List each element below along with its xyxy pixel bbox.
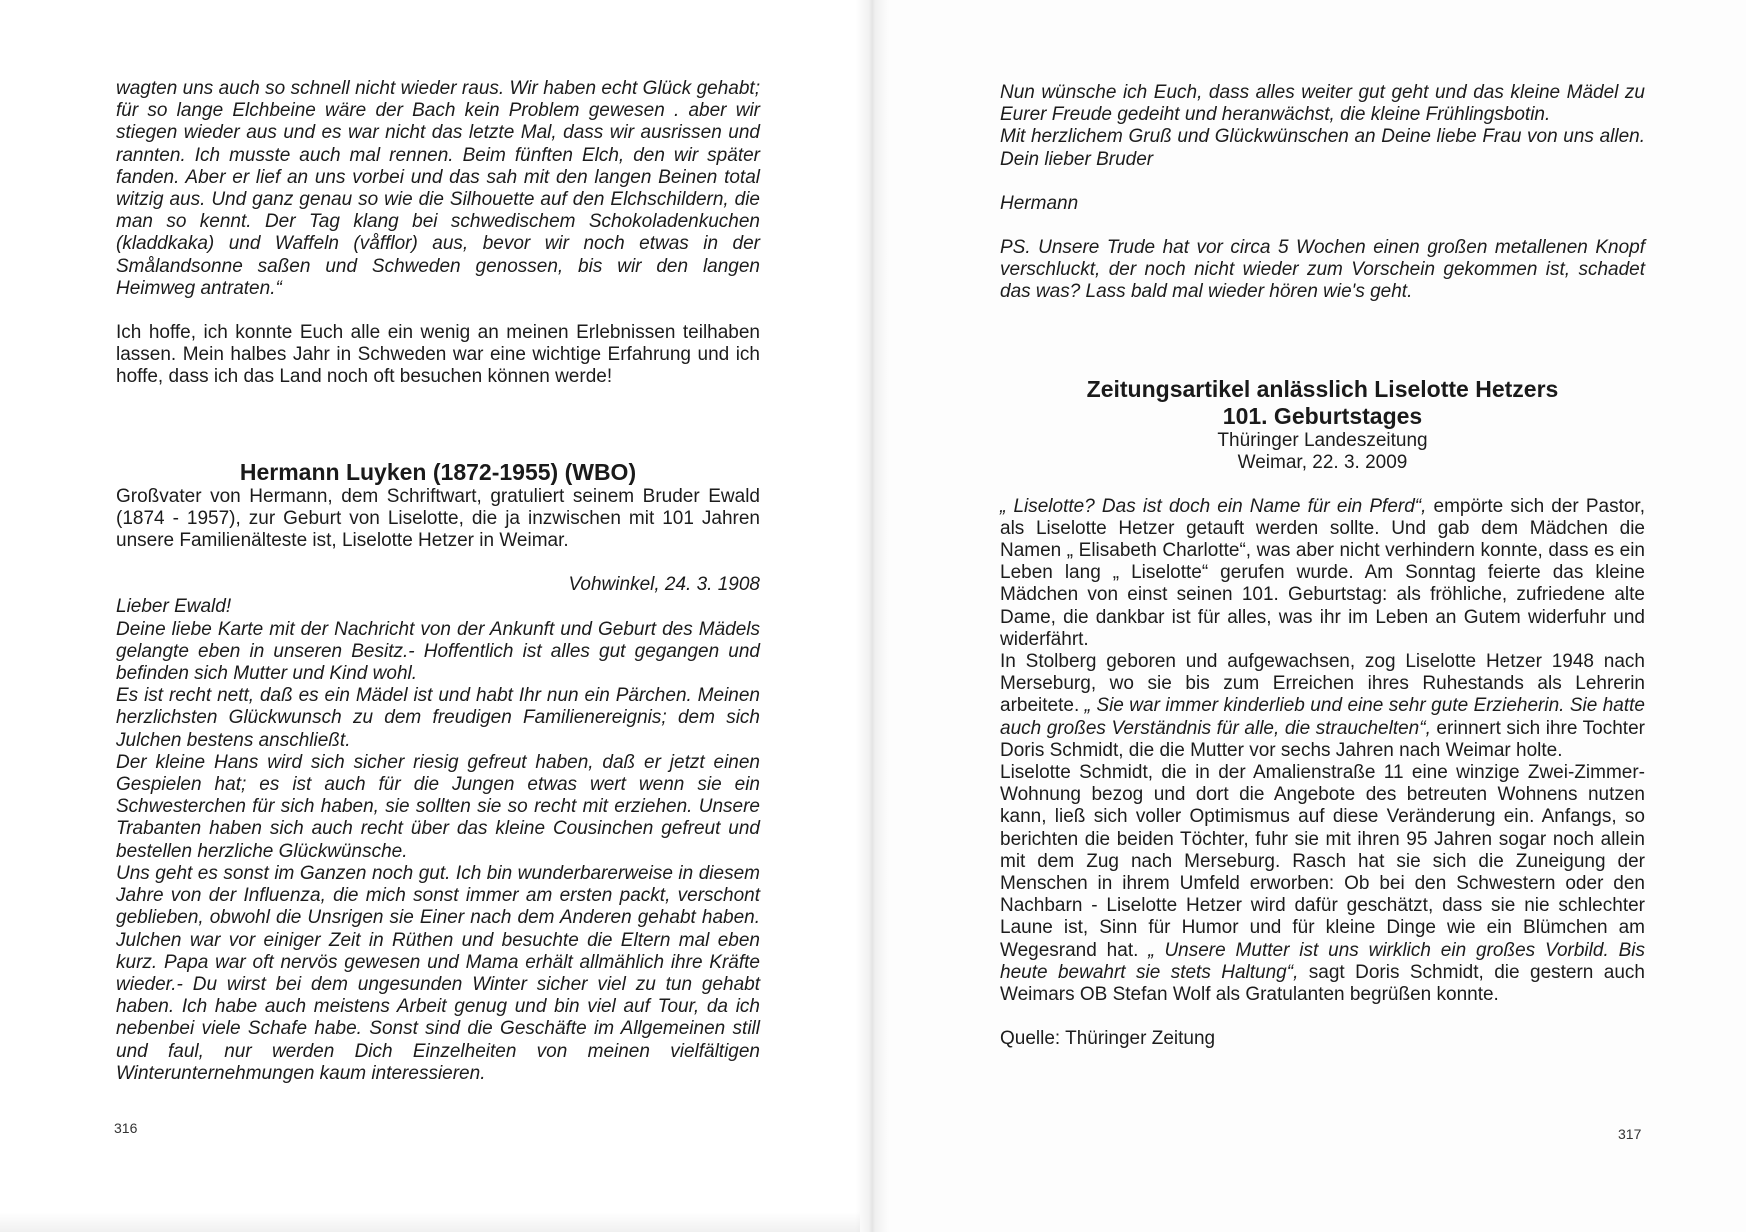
article-dateline: Weimar, 22. 3. 2009 <box>1237 451 1408 473</box>
book-gutter <box>855 0 889 1232</box>
article-text: erinnert sich ihre Tochter Doris Schmidt, die die Mutter vor sechs Jahren nach Weimar holte. <box>1000 717 1645 761</box>
newspaper-name: Thüringer Landeszeitung <box>1217 429 1428 451</box>
section-intro: Großvater von Hermann, dem Schriftwart, gratuliert seinem Bruder Ewald (1874 - 1957), zur Geburt von Liselotte, die ja inzwischen mit 101 Jahren unsere Familienälteste ist, Liselotte Hetzer in Weimar. <box>116 485 760 552</box>
article-paragraph <box>1000 762 1645 1006</box>
letter-place-date: Vohwinkel, 24. 3. 1908 <box>568 574 760 596</box>
closing-paragraph: Ich hoffe, ich konnte Euch alle ein wenig an meinen Erlebnissen teilhaben lassen. Mein halbes Jahr in Schweden war eine wichtige Erfahrung und ich hoffe, dass ich das Land noch oft besuchen können werde! <box>116 322 760 388</box>
letter-end-paragraph: wagten uns auch so schnell nicht wieder raus. Wir haben echt Glück gehabt; für so lange Elchbeine wäre der Bach kein Problem gewesen . aber wir stiegen wieder aus und es war nicht das letzte Mal, dass wir ausrissen und rannten. Ich musste auch mal rennen. Beim fünften Elch, den wir später fanden. Aber er lief an uns vorbei und das sah mit den langen Beinen total witzig aus. Und ganz genau so wie die Silhouette auf den Elchschildern, die man so kennt. Der Tag klang bei schwedischem Schokoladenkuchen (kladdkaka) und Waffeln (våfflor) aus, bevor wir noch etwas in der Smålandsonne saßen und Schweden genossen, bis wir den langen Heimweg antraten.“ <box>116 78 760 299</box>
article-text: Liselotte Schmidt, die in der Amalienstraße 11 eine winzige Zwei-Zimmer-Wohnung bezog und dort die Angebote des betreuten Wohnens nutzen kann, ließ sich voller Optimismus auf diese Veränderung ein. Anfangs, so berichten die beiden Töchter, fuhr sie mit ihren 95 Jahren sogar noch allein mit dem Zug nach Merseburg. Rasch hat sie sich die Zuneigung der Menschen in ihrem Umfeld erworben: Ob bei den Schwestern oder den Nachbarn - Liselotte Hetzer wird dafür geschätzt, dass sie nie schlechter Laune ist, Sinn für Humor und für kleine Dinge wie ein Blümchen am Wegesrand hat. <box>1000 762 1645 961</box>
section-title: Hermann Luyken (1872-1955) (WBO) <box>239 458 637 485</box>
letter-paragraph: Deine liebe Karte mit der Nachricht von der Ankunft und Geburt des Mädels gelangte eben in unseren Besitz.- Hoffentlich ist alles gut gegangen und befinden sich Mutter und Kind wohl. <box>116 618 760 685</box>
page-number-right: 317 <box>1618 1126 1642 1142</box>
letter-signature: Hermann <box>1000 192 1079 214</box>
letter-continuation: Nun wünsche ich Euch, dass alles weiter gut geht und das kleine Mädel zu Eurer Freude gedeiht und heranwächst, die kleine Frühlingsbotin. <box>1000 82 1645 126</box>
article-quote: „ Liselotte? Das ist doch ein Name für ein Pferd“, <box>1000 495 1427 517</box>
letter-paragraph: Der kleine Hans wird sich sicher riesig gefreut haben, daß er jetzt einen Gespielen hat; es ist auch für die Jungen etwas wert wenn sie ein Schwesterchen für sich haben, sie sollten sie so recht mit erziehen. Unsere Trabanten haben sich auch recht über das kleine Cousinchen gefreut und bestellen herzliche Glückwünsche. <box>116 751 760 862</box>
article-quote: „ Unsere Mutter ist uns wirklich ein großes Vorbild. Bis heute bewahrt sie stets Haltung“, <box>1000 939 1645 983</box>
article-paragraph <box>1000 651 1645 762</box>
article-text: In Stolberg geboren und aufgewachsen, zog Liselotte Hetzer 1948 nach Merseburg, wo sie bis zum Erreichen ihres Ruhestands als Lehrerin arbeitete. <box>1000 651 1645 717</box>
letter-paragraph: Uns geht es sonst im Ganzen noch gut. Ich bin wunderbarerweise in diesem Jahre von der Influenza, die mich sonst immer am ersten packt, verschont geblieben, obwohl die Unsrigen sie Einer nach dem Anderen gehabt haben. Julchen war vor einiger Zeit in Rüthen und besuchte die Eltern mal eben kurz. Papa war oft nervös gewesen und Mama erhält allmählich ihre Kräfte wieder.- Du wirst bei dem ungesunden Winter sicher viel zu tun gehabt haben. Ich habe auch meistens Arbeit genug und bin viel auf Tour, da ich nebenbei viele Schafe habe. Sonst sind die Geschäfte im Allgemeinen still und faul, nur werden Dich Einzelheiten von meinen vielfältigen Winterunternehmungen kaum interessieren. <box>116 862 760 1084</box>
right-page-column <box>1000 82 1645 1051</box>
article-text: empörte sich der Pastor, als Liselotte Hetzer getauft werden sollte. Und gab dem Mädchen die Namen „ Elisabeth Charlotte“, was aber nicht verhindern konnte, dass es ein Leben lang „ Liselotte“ gerufen wurde. Am Sonntag feierte das kleine Mädchen von einst seinen 101. Geburtstag: als fröhliche, zufriedene alte Dame, die dankbar ist für alles, was ihr im Leben an Gutem widerfuhr und widerfährt. <box>1000 495 1645 650</box>
article-source: Quelle: Thüringer Zeitung <box>1000 1028 1216 1050</box>
article-title-line-1: Zeitungsartikel anlässlich Liselotte Hetzers <box>1086 375 1559 402</box>
left-page-column <box>116 78 760 1085</box>
article-title-line-2: 101. Geburtstages <box>1222 402 1423 429</box>
left-page <box>0 0 872 1232</box>
letter-greeting: Mit herzlichem Gruß und Glückwünschen an Deine liebe Frau von uns allen. Dein lieber Bruder <box>1000 126 1645 170</box>
page-bottom-shadow <box>0 1212 860 1232</box>
article-paragraph <box>1000 496 1645 651</box>
letter-salutation: Lieber Ewald! <box>116 596 232 618</box>
letter-paragraph: Es ist recht nett, daß es ein Mädel ist und habt Ihr nun ein Pärchen. Meinen herzlichsten Glückwunsch zu dem freudigen Familienereignis; dem sich Julchen bestens anschließt. <box>116 685 760 751</box>
letter-postscript: PS. Unsere Trude hat vor circa 5 Wochen einen großen metallenen Knopf verschluckt, der noch nicht wieder zum Vorschein gekommen ist, schadet das was? Lass bald mal wieder hören wie's geht. <box>1000 237 1645 303</box>
article-title <box>1000 376 1645 430</box>
article-text: sagt Doris Schmidt, die gestern auch Weimars OB Stefan Wolf als Gratulanten begrüßen konnte. <box>1000 961 1646 1006</box>
article-quote: „ Sie war immer kinderlieb und eine sehr gute Erzieherin. Sie hatte auch großes Verständnis für alle, die strauchelten“, <box>1000 695 1645 739</box>
page-number-left: 316 <box>114 1120 138 1136</box>
